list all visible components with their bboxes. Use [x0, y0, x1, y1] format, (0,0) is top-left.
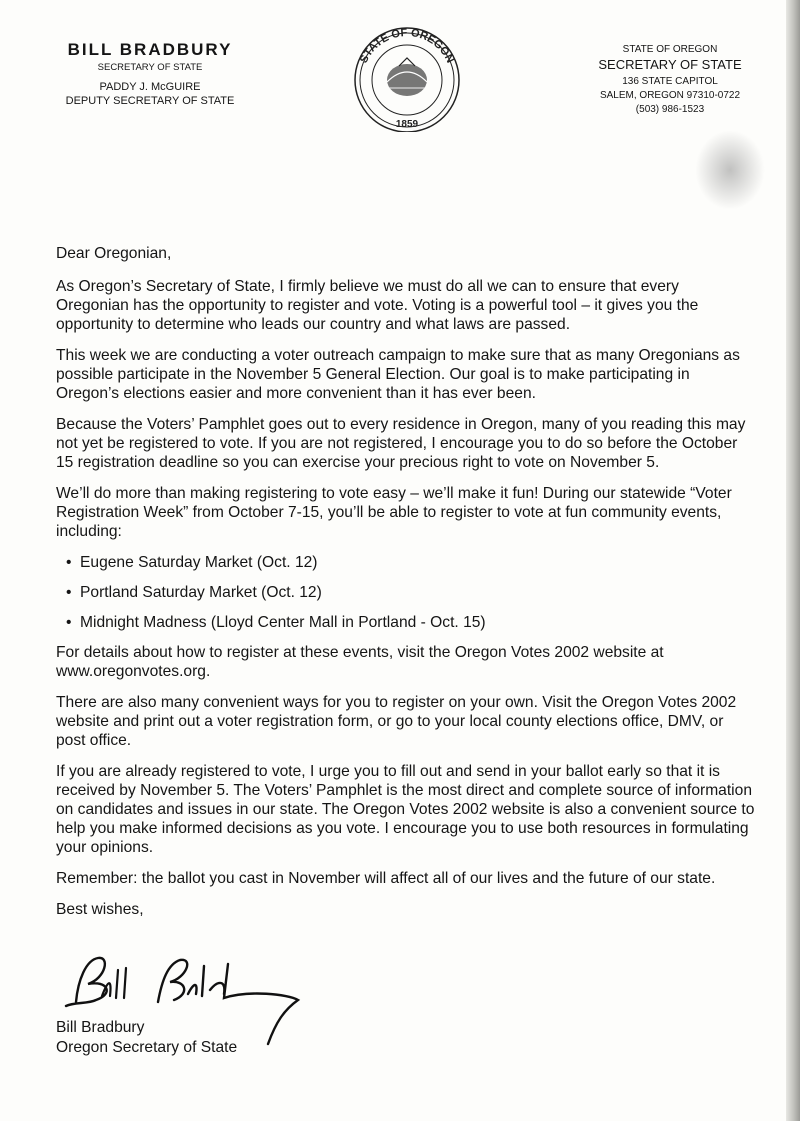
paragraph: For details about how to register at these events, visit the Oregon Votes 2002 website at www.oregonvotes.org.	[56, 644, 664, 680]
office-city: SALEM, OREGON 97310-0722	[599, 90, 741, 101]
paragraph: Remember: the ballot you cast in November will affect all of our lives and the future of our state.	[56, 870, 716, 887]
events-list	[56, 553, 756, 632]
office-title: SECRETARY OF STATE	[598, 57, 742, 72]
paragraph: Because the Voters’ Pamphlet goes out to every residence in Oregon, many of you reading this may not yet be registered to vote. If you are not registered, I encourage you to do so before the October 15 registration deadline so you can exercise your precious right to vote on November 5.	[56, 416, 746, 471]
letterhead-left	[40, 40, 260, 107]
paragraph: This week we are conducting a voter outreach campaign to make sure that as many Oregonians as possible participate in the November 5 General Election. Our goal is to make participating in Oregon’s elections easier and more convenient than it has ever been.	[56, 347, 740, 402]
bullet-icon: •	[66, 614, 72, 631]
list-item: • Eugene Saturday Market (Oct. 12)	[66, 554, 318, 571]
letterhead-right	[585, 44, 755, 115]
signer-block	[56, 1018, 237, 1058]
office-address: 136 STATE CAPITOL	[622, 76, 718, 87]
list-item: • Midnight Madness (Lloyd Center Mall in Portland - Oct. 15)	[66, 614, 486, 631]
secretary-name: BILL BRADBURY	[67, 40, 233, 59]
paragraph: As Oregon’s Secretary of State, I firmly believe we must do all we can to ensure that every Oregonian has the opportunity to register and vote. Voting is a powerful tool – it gives you the opportunity to determine who leads our country and what laws are passed.	[56, 278, 699, 333]
paragraph: If you are already registered to vote, I urge you to fill out and send in your ballot early so that it is received by November 5. The Voters’ Pamphlet is the most direct and complete source of information on candidates and issues in our state. The Oregon Votes 2002 website is also a convenient source to help you make informed decisions as you vote. I encourage you to use both resources in formulating your opinions.	[56, 763, 755, 856]
bullet-icon: •	[66, 554, 72, 571]
letter-body	[56, 244, 756, 925]
scan-smudge	[695, 130, 765, 210]
salutation: Dear Oregonian,	[56, 245, 172, 262]
secretary-title: SECRETARY OF STATE	[97, 62, 203, 73]
signer-name: Bill Bradbury	[56, 1019, 145, 1036]
paragraph: We’ll do more than making registering to vote easy – we’ll make it fun! During our statewide “Voter Registration Week” from October 7-15, you’ll be able to register to vote at fun community events, including:	[56, 485, 732, 540]
bullet-icon: •	[66, 584, 72, 601]
deputy-title: DEPUTY SECRETARY OF STATE	[65, 95, 235, 107]
paragraph: There are also many convenient ways for you to register on your own. Visit the Oregon Votes 2002 website and print out a voter registration form, or go to your local county elections office, DMV, or post office.	[56, 694, 737, 749]
office-phone: (503) 986-1523	[635, 104, 705, 115]
deputy-name: PADDY J. McGUIRE	[99, 81, 201, 93]
seal-top-text: STATE OF OREGON	[357, 26, 457, 66]
signer-title: Oregon Secretary of State	[56, 1039, 238, 1056]
list-item: • Portland Saturday Market (Oct. 12)	[66, 584, 322, 601]
seal-year: 1859	[395, 119, 419, 130]
closing: Best wishes,	[56, 901, 144, 918]
office-state: STATE OF OREGON	[622, 44, 718, 55]
scan-edge-shadow	[786, 0, 800, 1121]
state-seal-icon	[347, 22, 467, 132]
